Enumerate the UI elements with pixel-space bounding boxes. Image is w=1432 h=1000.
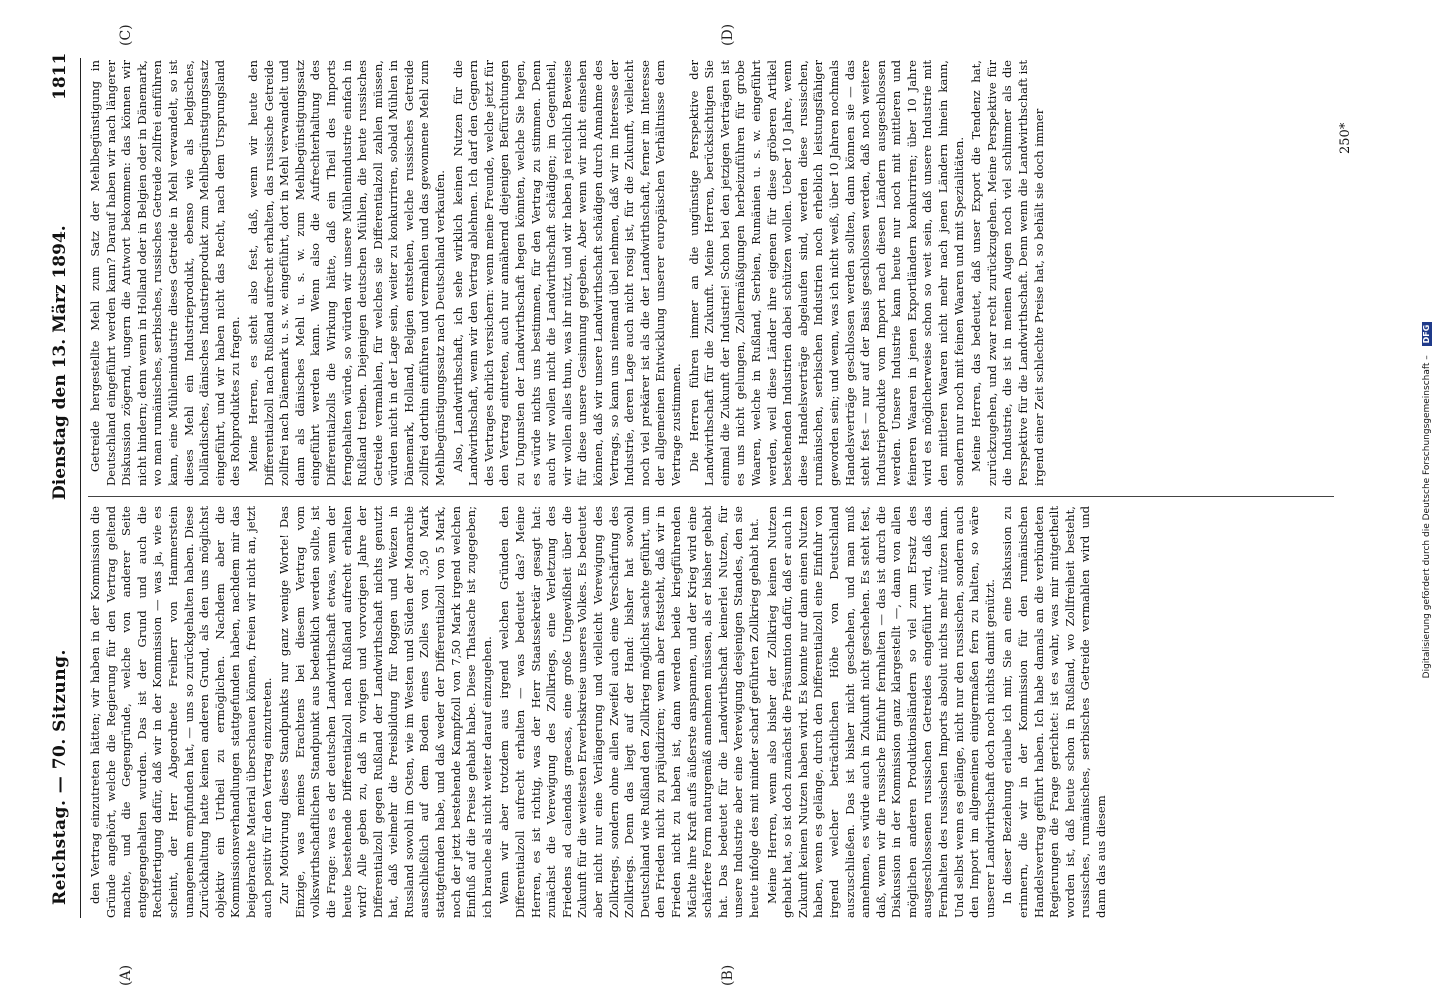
paragraph: Meine Herren, es steht also fest, daß, wenn wir heute den Differentialzoll nach Rußland aufrecht erhalten, das russische Getreide zollfrei nach Dänemark u. s. w. eingeführt, dort in Mehl verwandelt und dann als dänisches Mehl u. s. w. zum Mehlbegünstigungssatz eingeführt werden kann. Wenn also die Aufrechterhaltung des Differentialzolls die Wirkung hätte, daß ein Theil des Imports ferngehalten würde, so würden wir unsere Mühlenindustrie einfach in Rußland treiben. Diejenigen deutschen Mühlen, die heute russisches Getreide vermahlen, für welches sie Differentialzoll zahlen müssen, würden nicht in der Lage sein, weiter zu konkurriren, sobald Mühlen in Dänemark, Holland, Belgien entstehen, welche russisches Getreide zollfrei dorthin einführen und vermahlen und das gewonnene Mehl zum Mehlbegünstigungssatz nach Deutschland verkaufen. bbox=[245, 60, 448, 486]
margin-letter-a: (A) bbox=[118, 964, 134, 986]
paragraph: Getreide hergestellte Mehl zum Satz der Mehlbegünstigung in Deutschland eingeführt werden kann? Darauf haben wir nach längerer Diskussion zögernd, ungern die Antwort bekommen: das können wir nicht hindern; denn wenn in Holland oder in Belgien oder in Dänemark, wo man rumänisches, serbisches, russisches Getreide zollfrei einführen kann, eine Mühlenindustrie dieses Getreide in Mehl verwandelt, so ist dieses Mehl ein Industrieprodukt, ebenso wie als belgisches, holländisches, dänisches Industrieprodukt zum Mehlbegünstigungssatz eingeführt, und wir haben nicht das Recht, nach dem Ursprungsland des Rohproduktes zu fragen. bbox=[88, 60, 243, 486]
paragraph: Wenn wir aber trotzdem aus irgend welchen Gründen den Differentialzoll aufrecht erhalten — was bedeutet das? Meine Herren, es ist richtig, was der Herr Staatssekretär gesagt hat: zunächst die Verewigung des Zollkriegs, eine Verletzung des Friedens ad calendas graecas, eine große Ungewißheit über die Zukunft für die weitesten Erwerbskreise unseres Volkes. Es bedeutet aber nicht nur eine Verlängerung und vielleicht Verewigung des Zollkriegs, sondern ohne allen Zweifel auch eine Verschärfung des Zollkriegs. Denn das liegt auf der Hand: bisher hat sowohl Deutschland wie Rußland den Zollkrieg möglichst sachte geführt, um den Frieden nicht zu präjudiziren; wenn aber feststeht, daß wir in Frieden nicht zu haben ist, dann werden beide kriegführenden Mächte ihre Kraft aufs äußerste anspannen, und der Krieg wird eine schärfere Form naturgemäß annehmen müssen, als er bisher gehabt hat. Das bedeutet für die Landwirthschaft keinerlei Nutzen, für unsere Industrie aber eine Verewigung desjenigen Standes, den sie heute infolge des mit minder scharf geführten Zollkrieg gehabt hat. bbox=[497, 506, 761, 918]
paragraph: Also, Landwirthschaft, ich sehe wirklich keinen Nutzen für die Landwirthschaft, wenn wir den Vertrag ablehnen. Ich darf den Gegnern des Vertrages ehrlich versichern: wenn meine Freunde, welche jetzt für den Vertrag eintreten, auch nur annähernd diejenigen Befürchtungen zu Ungunsten der Landwirthschaft hegen könnten, welche Sie hegen, es würde nichts uns bestimmen, für den Vertrag zu stimmen. Denn auch wir wollen nicht die Landwirthschaft schädigen; im Gegentheil, wir wollen alles thun, was ihr nützt, und wir haben ja reichlich Beweise für diese unsere Gesinnung gegeben. Aber wenn wir nicht einsehen können, daß wir unsere Landwirthschaft schädigen durch Annahme des Vertrags, so kann uns niemand übel nehmen, daß wir im Interesse der Industrie, deren Lage auch nicht rosig ist, für die Zukunft, vielleicht noch viel prekärer ist als die der Landwirthschaft, ferner im Interesse der allgemeinen Entwicklung unserer europäischen Verhältnisse dem Vertrage zustimmen. bbox=[450, 60, 683, 486]
margin-letter-b: (B) bbox=[720, 964, 736, 986]
text-column-right bbox=[88, 60, 1338, 486]
paragraph: Meine Herren, das bedeutet, daß unser Export die Tendenz hat, zurückzugehen, und zwar recht zurückzugehen. Meine Perspektive für die Industrie, die ist in meinen Augen noch viel schlimmer als die Perspektive für die Landwirthschaft. Denn wenn die Landwirthschaft ist irgend einer Zeit schlechte Preise hat, so behält sie doch immer bbox=[969, 60, 1046, 486]
column-separator bbox=[88, 496, 1334, 497]
paragraph: Die Herren führen immer an die ungünstige Perspektive der Landwirthschaft für die Zukunft. Meine Herren, berücksichtigen Sie einmal die Zukunft der Industrie! Schon bei den jetzigen Verträgen ist es uns nicht gelungen, Zollermäßigungen herbeizuführen für grobe Waaren, welche in Rußland, Serbien, Rumänien u. s. w. eingeführt werden, weil diese Länder ihre eigenen für diese gröberen Artikel bestehenden Industrien dabei schützen wollen. Ueber 10 Jahre, wenn diese Handelsverträge abgelaufen sind, werden diese russischen, rumänischen, serbischen Industrien noch erheblich leistungsfähiger geworden sein; und wenn, was ich nicht weiß, über 10 Jahren nochmals Handelsverträge geschlossen werden sollten, dann können sie — das steht fest — nur auf der Basis geschlossen werden, daß noch weitere Industrieprodukte vom Import nach diesen Ländern ausgeschlossen werden. Unsere Industrie kann heute nur noch mit mittleren und feineren Waaren in jenen Exportländern konkurriren; über 10 Jahre wird es möglicherweise schon so weit sein, daß unsere Industrie mit den mittleren Waaren nicht mehr nach jenen Ländern hinein kann, sondern nur noch mit feinen Waaren und mit Spezialitäten. bbox=[686, 60, 966, 486]
paragraph: Zur Motivirung dieses Standpunkts nur ganz wenige Worte! Das Einzige, was meines Erachtens bei diesem Vertrag vom volkswirthschaftlichen Standpunkt aus bedenklich werden sollte, ist die Frage: was es der deutschen Landwirthschaft etwas, wenn der heute bestehende Differentialzoll nach Rußland aufrecht erhalten wird? Alle geben zu, daß in vorigen und vorvorigen Jahre der Differentialzoll gegen Rußland der Landwirthschaft nichts genutzt hat, daß vielmehr die Preisbildung für Roggen und Weizen in Russland sowohl im Osten, wie im Westen und Süden der Monarchie ausschließlich auf dem Boden eines Zolles von 3,50 Mark stattgefunden habe, und daß weder der Differentialzoll von 5 Mark, noch der jetzt bestehende Kampfzoll von 7,50 Mark irgend welchen Einfluß auf die Preise gehabt habe. Diese Thatsache ist zugegeben; ich brauche als nicht weiter darauf einzugehen. bbox=[277, 506, 494, 918]
running-head-left: Reichstag. — 70. Sitzung. bbox=[50, 649, 70, 905]
signature-mark: 250* bbox=[1338, 122, 1353, 154]
paragraph: Meine Herren, wenn also bisher der Zollkrieg keinen Nutzen gehabt hat, so ist doch zunächst die Präsumtion dafür, daß er auch in Zukunft keinen Nutzen haben wird. Es konnte nur dann einen Nutzen haben, wenn es gelänge, durch den Differentialzoll eine Einfuhr von irgend welcher beträchtlichen Höhe von Deutschland auszuschließen. Das ist bisher nicht geschehen, und man muß annehmen, es würde auch in Zukunft nicht geschehen. Es steht fest, daß, wenn wir die russische Einfuhr fernhalten — das ist durch die Diskussion in der Kommission ganz klargestellt —, dann von allen möglichen anderen Produktionsländern so viel zum Ersatz des ausgeschlossenen russischen Getreides eingeführt wird, daß das Fernhalten des russischen Imports absolut nichts mehr nützen kann. Und selbst wenn es gelänge, nicht nur den russischen, sondern auch den Import im allgemeinen einigermaßen fern zu halten, so wäre unserer Landwirthschaft doch noch nichts damit genützt. bbox=[764, 506, 997, 918]
digitization-footer bbox=[1422, 2, 1432, 998]
paragraph: den Vertrag einzutreten hätten; wir haben in der Kommission die Gründe angehört, welche die Regierung für den Vertrag geltend machte, und die Gegengründe, welche von anderer Seite entgegengehalten wurden. Das ist der Grund und auch die Rechtfertigung dafür, daß wir in der Kommission — was ja, wie es scheint, der Herr Abgeordnete Freiherr von Hammerstein unangenehm empfunden hat, — uns so zurückgehalten haben. Diese Zurückhaltung hatte keinen anderen Grund, als den uns möglichst objektiv ein Urtheil zu ermöglichen. Nachdem aber die Kommissionsverhandlungen stattgefunden haben, nachdem mir das beigebrachte Material überschauen können, freien wir nicht an, jetzt auch positiv für den Vertrag einzutreten. bbox=[88, 506, 274, 918]
paragraph: In dieser Beziehung erlaube ich mir, Sie an eine Diskussion zu erinnern, die wir in der Kommission für den rumänischen Handelsvertrag geführt haben. Ich habe damals an die verbündeten Regierungen die Frage gerichtet: ist es wahr, was mir mitgetheilt worden ist, daß heute schon in Rußland, wo Zollfreiheit besteht, russisches, rumänisches, serbisches Getreide vermahlen wird und dann das aus diesem bbox=[1000, 506, 1108, 918]
dfg-logo: DFG bbox=[1422, 322, 1432, 347]
text-column-left bbox=[88, 506, 1338, 918]
margin-letter-c: (C) bbox=[118, 24, 134, 46]
running-head-date: Dienstag den 13. März 1894. bbox=[50, 225, 70, 500]
page-header bbox=[50, 0, 78, 1000]
page-number: 1811 bbox=[50, 52, 70, 100]
margin-letter-d: (D) bbox=[720, 23, 736, 46]
header-rule bbox=[80, 58, 81, 918]
footer-credit-text: Digitalisierung gefördert durch die Deutsche Forschungsgemeinschaft – bbox=[1422, 355, 1432, 679]
